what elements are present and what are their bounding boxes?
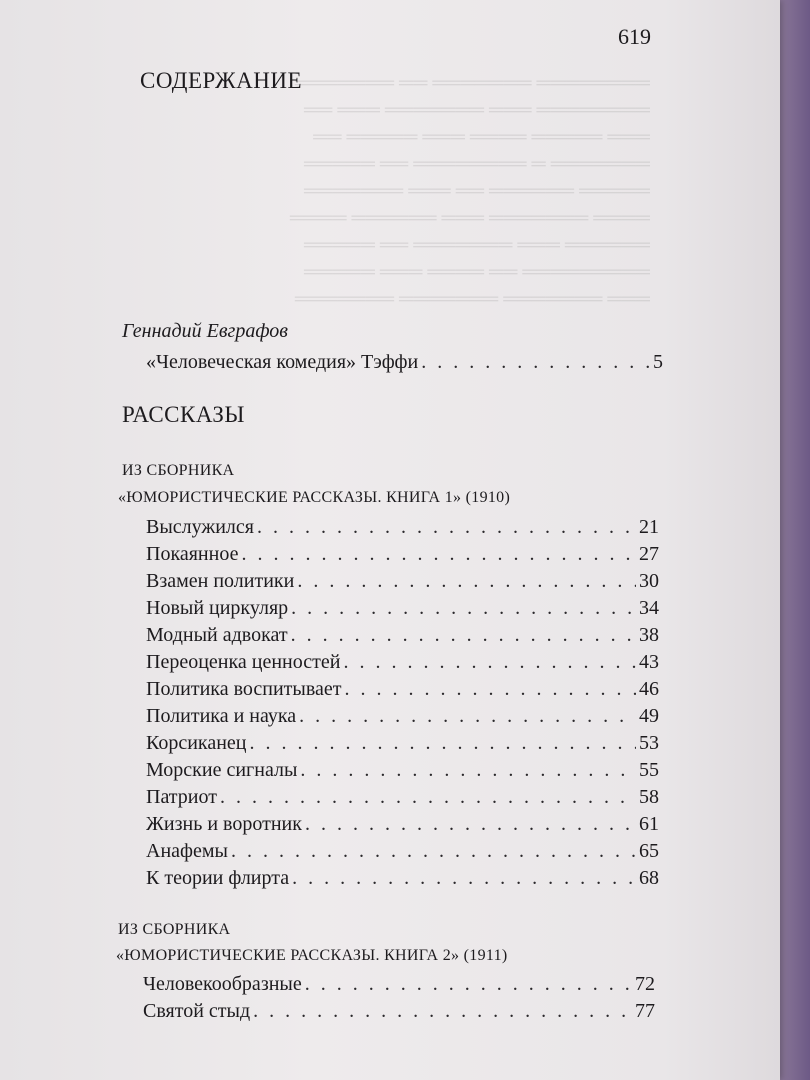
toc-entry-page: 68 <box>639 867 659 889</box>
toc-entry <box>146 786 659 814</box>
toc-entry <box>146 678 659 706</box>
toc-entry <box>146 351 663 379</box>
toc-leader-dots <box>250 732 637 755</box>
toc-leader-dots <box>291 597 636 620</box>
toc-entry <box>146 624 659 652</box>
toc-entry <box>146 705 659 733</box>
toc-leader-dots <box>241 543 636 566</box>
toc-entry <box>146 570 659 598</box>
toc-entry-page: 65 <box>639 840 659 862</box>
toc-entry <box>143 1000 655 1028</box>
toc-entry <box>146 867 659 895</box>
collection-year: (1910) <box>465 489 511 506</box>
toc-entry-page: 46 <box>639 678 659 700</box>
collection-title: «ЮМОРИСТИЧЕСКИЕ РАССКАЗЫ. КНИГА 1» <box>118 489 462 506</box>
toc-entry-title: Морские сигналы <box>146 759 298 781</box>
page-title: СОДЕРЖАНИЕ <box>140 68 303 93</box>
toc-entry <box>146 543 659 571</box>
toc-leader-dots <box>305 813 636 836</box>
toc-entry-title: Патриот <box>146 786 217 808</box>
toc-entry-page: 27 <box>639 543 659 565</box>
toc-entry-page: 34 <box>639 597 659 619</box>
show-through-text: ════════ ═══════ ══ ═══════ ════════ ═══ ═══════ ═══ ══ ═══ ═════ ════ ═══ ═════ ══ ═══════ ═ ════════ ══ ═════ ═════ ══════ ══ ═══ ═══════ ════ ═══════ ═══ ══════ ════ ══════ ═══ ═══════ ══ ═════ ═════════ ══ ════ ═══ ═════ ═══ ═══════ ═══════ ═══════ <box>289 72 650 310</box>
toc-leader-dots <box>291 624 636 647</box>
toc-entry-page: 5 <box>653 351 663 373</box>
toc-entry-page: 30 <box>639 570 659 592</box>
toc-entry-page: 53 <box>639 732 659 754</box>
toc-entry-title: Анафемы <box>146 840 228 862</box>
toc-entry-page: 38 <box>639 624 659 646</box>
toc-entry-title: Покаянное <box>146 543 239 565</box>
collection-heading: ИЗ СБОРНИКА <box>118 921 231 938</box>
toc-entry-title: Жизнь и воротник <box>146 813 302 835</box>
toc-entry-title: Переоценка ценностей <box>146 651 341 673</box>
toc-entry-page: 72 <box>635 973 655 995</box>
toc-leader-dots <box>297 570 636 593</box>
collection-name <box>116 947 508 965</box>
toc-entry <box>146 597 659 625</box>
toc-leader-dots <box>231 840 636 863</box>
toc-entry-page: 61 <box>639 813 659 835</box>
toc-leader-dots <box>292 867 636 890</box>
toc-entry-title: Политика и наука <box>146 705 297 727</box>
toc-entry-page: 55 <box>639 759 659 781</box>
toc-leader-dots <box>421 351 650 374</box>
toc-entry-title: Корсиканец <box>146 732 247 754</box>
toc-entry <box>146 516 659 544</box>
toc-entry <box>146 651 659 679</box>
toc-entry <box>143 973 655 1001</box>
collection-heading: ИЗ СБОРНИКА <box>122 462 235 479</box>
toc-entry-title: Новый циркуляр <box>146 597 289 619</box>
toc-leader-dots <box>299 705 636 728</box>
toc-entry-page: 77 <box>635 1000 655 1022</box>
collection-title: «ЮМОРИСТИЧЕСКИЕ РАССКАЗЫ. КНИГА 2» <box>116 947 460 964</box>
toc-entry-page: 49 <box>639 705 659 727</box>
intro-author: Геннадий Евграфов <box>122 320 288 342</box>
collection-year: (1911) <box>463 947 508 964</box>
toc-leader-dots <box>345 678 636 701</box>
toc-entry-title: Взамен политики <box>146 570 295 592</box>
toc-entry-page: 43 <box>639 651 659 673</box>
toc-entry-title: Человекообразные <box>143 973 302 995</box>
collection-name <box>118 489 510 507</box>
toc-entry-title: Политика воспитывает <box>146 678 342 700</box>
toc-entry <box>146 732 659 760</box>
toc-leader-dots <box>257 516 636 539</box>
section-heading: РАССКАЗЫ <box>122 402 245 427</box>
toc-entry-page: 58 <box>639 786 659 808</box>
toc-leader-dots <box>343 651 636 674</box>
toc-leader-dots <box>253 1000 632 1023</box>
toc-entry <box>146 813 659 841</box>
toc-entry-title: Модный адвокат <box>146 624 288 646</box>
toc-entry <box>146 840 659 868</box>
page-number: 619 <box>618 24 651 49</box>
toc-entry <box>146 759 659 787</box>
toc-leader-dots <box>305 973 632 996</box>
toc-entry-title: «Человеческая комедия» Тэффи <box>146 351 419 373</box>
toc-entry-title: К теории флирта <box>146 867 290 889</box>
toc-leader-dots <box>220 786 636 809</box>
toc-entry-page: 21 <box>639 516 659 538</box>
toc-entry-title: Святой стыд <box>143 1000 251 1022</box>
toc-entry-title: Выслужился <box>146 516 254 538</box>
toc-leader-dots <box>300 759 636 782</box>
